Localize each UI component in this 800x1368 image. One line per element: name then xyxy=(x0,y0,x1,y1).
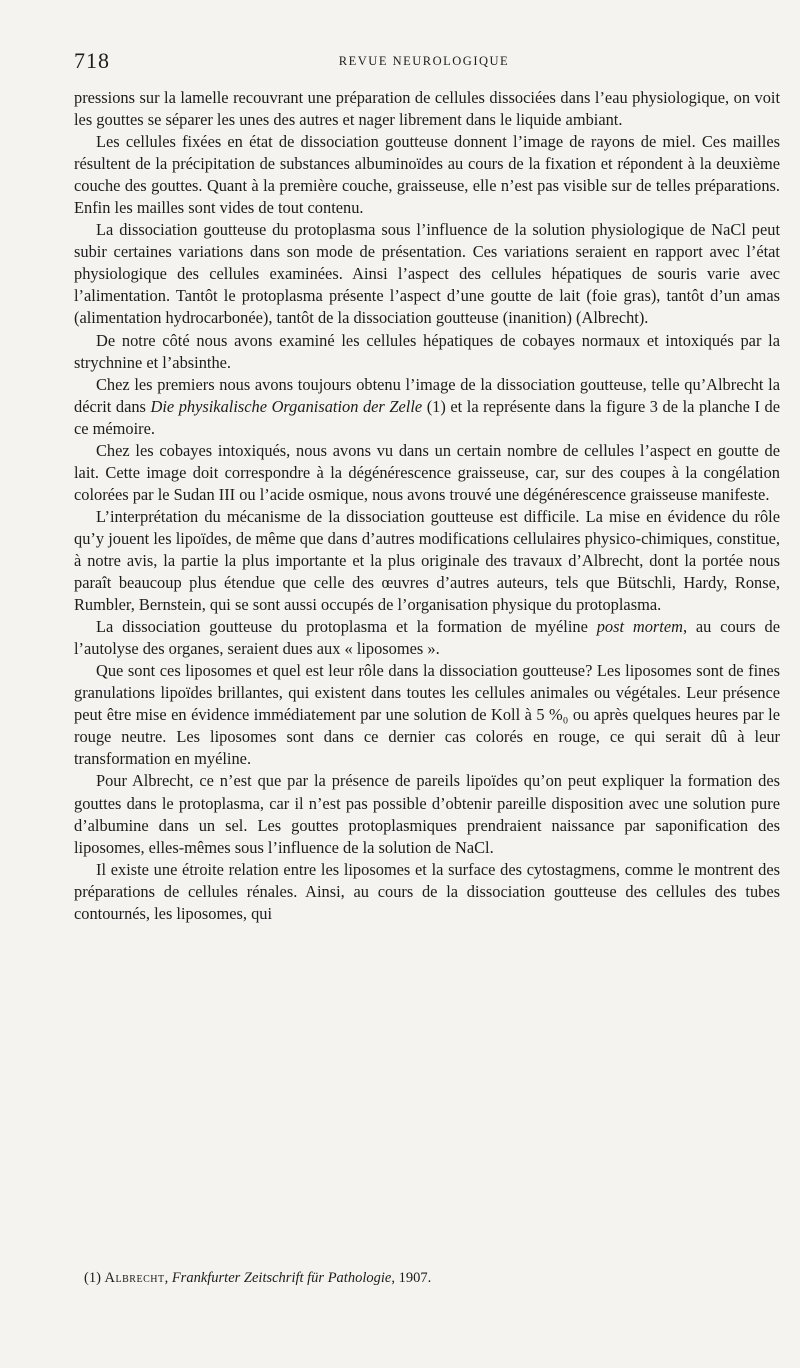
footnote-marker: (1) xyxy=(84,1270,101,1286)
paragraph xyxy=(74,131,780,219)
footnote-author: Albrecht xyxy=(104,1270,165,1286)
italic-text: Die physikalische Organisation der Zelle xyxy=(150,396,423,416)
page-number: 718 xyxy=(74,48,110,73)
text-run: (1) et la représente dans la figure 3 de la planche I de ce mémoire. xyxy=(74,396,780,438)
paragraph xyxy=(74,770,780,858)
paragraph xyxy=(74,219,780,329)
paragraph xyxy=(74,374,780,440)
text-run: Il existe une étroite relation entre les liposomes et la surface des cytostagmens, comme le montrent des préparations de cellules rénales. Ainsi, au cours de la dissociation goutteuse des cellules des tubes contournés, les liposomes, qui xyxy=(74,859,780,923)
running-head: REVUE NEUROLOGIQUE xyxy=(338,54,510,68)
paragraph xyxy=(74,859,780,925)
body-text xyxy=(74,87,780,925)
text-run: L’interprétation du mécanisme de la dissociation goutteuse est difficile. La mise en évidence du rôle qu’y jouent les lipoïdes, de même que dans d’autres modifications cellulaires physico-chimiques, constitue, à notre avis, la partie la plus importante et la plus originale des travaux d’Albrecht, dont la portée nous paraît beaucoup plus étendue que celle des œuvres d’autres auteurs, tels que Bütschli, Hardy, Ronse, Rumbler, Bernstein, qui se sont aussi occupés de l’organisation physique du protoplasma. xyxy=(74,506,780,615)
footnote-source: Frankfurter Zeitschrift für Pathologie xyxy=(171,1270,392,1286)
text-run: pressions sur la lamelle recouvrant une préparation de cellules dissociées dans l’eau physiologique, on voit les gouttes se séparer les unes des autres et nager librement dans le liquide ambiant. xyxy=(74,88,780,130)
page-header xyxy=(74,48,782,78)
text-run: Que sont ces liposomes et quel est leur rôle dans la dissociation goutteuse? Les liposomes sont de fines granulations lipoïdes brillantes, qui existent dans toutes les cellules animales ou végétales. Leur présence peut être mise en évidence immédiatement par une solution de Koll à 5 %₀ ou après quelques heures par le rouge neutre. Les liposomes sont dans ce dernier cas colorés en rouge, ce qui serait dû à leur transformation en myéline. xyxy=(74,661,780,769)
paragraph xyxy=(74,330,780,374)
italic-text: post mortem xyxy=(596,617,683,637)
paragraph xyxy=(74,87,780,131)
text-run: La dissociation goutteuse du protoplasma et la formation de myéline xyxy=(96,617,597,637)
footnote: (1) Albrecht, Frankfurter Zeitschrift für Pathologie, 1907. xyxy=(84,1270,432,1286)
text-run: Chez les cobayes intoxiqués, nous avons vu dans un certain nombre de cellules l’aspect en goutte de lait. Cette image doit correspondre à la dégénérescence graisseuse, car, sur des coupes à la congélation colorées par le Sudan III ou l’acide osmique, nous avons trouvé une dégénérescence graisseuse manifeste. xyxy=(74,440,780,504)
text-run: Chez les premiers nous avons toujours obtenu l’image de la dissociation goutteuse, telle qu’Albrecht la décrit dans xyxy=(74,374,780,416)
text-run: Les cellules fixées en état de dissociation goutteuse donnent l’image de rayons de miel. Ces mailles résultent de la précipitation de substances albuminoïdes au cours de la fixation et répondent à la deuxième couche des gouttes. Quant à la première couche, graisseuse, elle n’est pas visible sur de telles préparations. Enfin les mailles sont vides de tout contenu. xyxy=(74,132,780,218)
page xyxy=(74,0,782,1368)
text-run: Pour Albrecht, ce n’est que par la présence de pareils lipoïdes qu’on peut expliquer la formation des gouttes dans le protoplasma, car il n’est pas possible d’obtenir pareille disposition avec une solution pure d’albumine dans un sel. Les gouttes protoplasmiques prendraient naissance par saponification des liposomes, elles-mêmes sous l’influence de la solution de NaCl. xyxy=(74,771,780,857)
paragraph xyxy=(74,440,780,506)
text-run: , au cours de l’autolyse des organes, seraient dues aux « liposomes ». xyxy=(74,617,780,659)
text-run: De notre côté nous avons examiné les cellules hépatiques de cobayes normaux et intoxiqués par la strychnine et l’absinthe. xyxy=(74,330,780,372)
footnote-year: 1907. xyxy=(398,1270,432,1286)
text-run: La dissociation goutteuse du protoplasma sous l’influence de la solution physiologique de NaCl peut subir certaines variations dans son mode de présentation. Ces variations seraient en rapport avec l’état physiologique des cellules examinées. Ainsi l’aspect des cellules hépatiques de souris varie avec l’alimentation. Tantôt le protoplasma présente l’aspect d’une goutte de lait (foie gras), tantôt d’un amas (alimentation hydrocarbonée), tantôt de la dissociation goutteuse (inanition) (Albrecht). xyxy=(74,220,780,328)
paragraph xyxy=(74,616,780,660)
paragraph xyxy=(74,506,780,616)
paragraph xyxy=(74,660,780,770)
